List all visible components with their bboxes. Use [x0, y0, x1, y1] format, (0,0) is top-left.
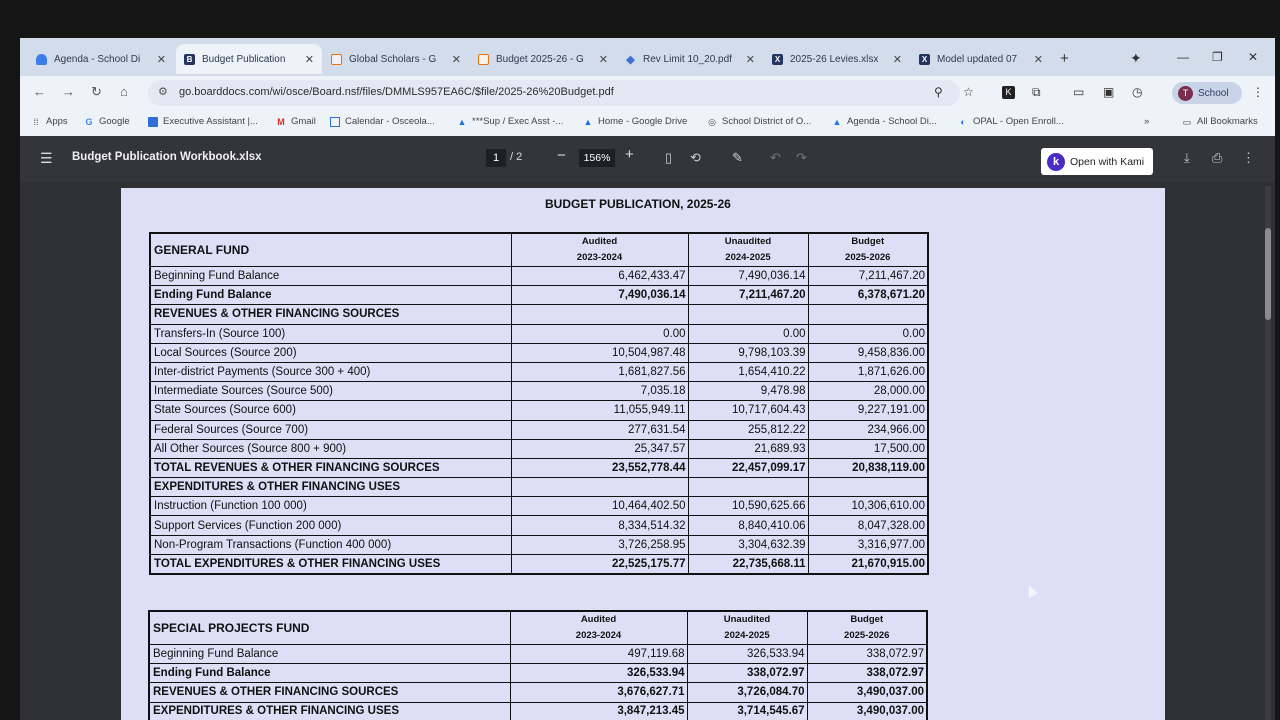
overflow-label: » — [1144, 116, 1150, 127]
page-total: / 2 — [510, 151, 523, 163]
column-year: 2023-2024 — [575, 630, 622, 641]
bookmark-google[interactable] — [84, 116, 130, 127]
row-label: REVENUES & OTHER FINANCING SOURCES — [150, 305, 511, 324]
table-row — [150, 305, 928, 324]
row-label: Transfers-In (Source 100) — [150, 324, 511, 343]
column-header — [687, 611, 807, 645]
bookmark-sup-exec[interactable] — [457, 116, 563, 127]
column-header — [510, 611, 687, 645]
row-value: 3,490,037.00 — [807, 683, 927, 702]
row-value: 9,478.98 — [688, 382, 808, 401]
row-label: All Other Sources (Source 800 + 900) — [150, 439, 511, 458]
row-value: 10,464,402.50 — [511, 497, 688, 516]
table-header-row — [150, 233, 928, 267]
row-value: 17,500.00 — [808, 439, 928, 458]
browser-toolbar — [20, 76, 1275, 110]
row-value: 21,689.93 — [688, 439, 808, 458]
google-slides-icon — [331, 54, 342, 65]
close-tab-icon[interactable]: ✕ — [598, 53, 608, 66]
document-heading: BUDGET PUBLICATION, 2025-26 — [545, 197, 731, 211]
folder-icon: ▭ — [1182, 116, 1192, 127]
row-label: Local Sources (Source 200) — [150, 343, 511, 362]
tab-title: Global Scholars - G — [349, 53, 437, 65]
row-value: 3,847,213.45 — [510, 702, 687, 720]
fund-title: GENERAL FUND — [150, 233, 511, 267]
column-status: Budget — [850, 614, 884, 625]
fund-title: SPECIAL PROJECTS FUND — [149, 611, 510, 645]
bookmark-label: Google — [99, 116, 130, 127]
row-value: 6,378,671.20 — [808, 286, 928, 305]
row-label: Instruction (Function 100 000) — [150, 497, 511, 516]
google-drive-icon — [36, 54, 47, 65]
table-row — [150, 497, 928, 516]
row-value — [808, 478, 928, 497]
address-bar[interactable] — [148, 80, 960, 106]
row-value — [511, 478, 688, 497]
table-row — [150, 535, 928, 554]
annotate-icon[interactable]: ✎ — [732, 150, 743, 165]
bookmark-label: School District of O... — [722, 116, 812, 127]
column-header — [511, 233, 688, 267]
bookmark-star-icon[interactable]: ☆ — [963, 85, 974, 99]
table-row — [150, 420, 928, 439]
bookmark-calendar[interactable] — [330, 116, 435, 127]
row-value: 3,714,545.67 — [687, 702, 807, 720]
sparkle-icon[interactable]: ✦ — [1130, 50, 1142, 66]
row-value: 326,533.94 — [510, 664, 687, 683]
column-year: 2023-2024 — [576, 252, 623, 263]
column-header — [808, 233, 928, 267]
row-value: 10,590,625.66 — [688, 497, 808, 516]
table-row — [150, 439, 928, 458]
row-value: 3,726,258.95 — [511, 535, 688, 554]
spreadsheet-icon: X — [919, 54, 930, 65]
row-label: State Sources (Source 600) — [150, 401, 511, 420]
column-header — [688, 233, 808, 267]
row-label: Beginning Fund Balance — [150, 267, 511, 286]
google-icon: G — [85, 116, 93, 127]
bookmark-opal[interactable] — [958, 116, 1064, 127]
column-year: 2025-2026 — [844, 630, 890, 641]
row-value — [688, 478, 808, 497]
pdf-viewport[interactable] — [20, 182, 1275, 720]
close-tab-icon[interactable]: ✕ — [1033, 53, 1043, 66]
tab-budget-publication[interactable] — [176, 44, 322, 74]
profile-label: School — [1198, 87, 1229, 99]
table-row — [150, 362, 928, 381]
back-icon[interactable]: ← — [33, 84, 46, 99]
row-label: Beginning Fund Balance — [149, 645, 510, 664]
general-fund-table — [149, 232, 929, 575]
tab-title: Agenda - School Di — [54, 53, 141, 65]
tab-rev-limit[interactable] — [617, 44, 763, 74]
row-value: 7,211,467.20 — [688, 286, 808, 305]
column-year: 2024-2025 — [725, 252, 771, 263]
row-value: 7,211,467.20 — [808, 267, 928, 286]
row-label: Inter-district Payments (Source 300 + 400) — [150, 362, 511, 381]
row-value: 3,490,037.00 — [807, 702, 927, 720]
google-slides-icon — [478, 54, 489, 65]
row-label: Support Services (Function 200 000) — [150, 516, 511, 535]
tab-strip — [20, 38, 1275, 76]
google-drive-icon: ▲ — [457, 116, 467, 127]
row-value: 1,681,827.56 — [511, 362, 688, 381]
zoom-in-icon[interactable]: + — [625, 146, 634, 163]
calendar-icon — [330, 117, 340, 127]
page-number-input[interactable]: 1 — [486, 149, 506, 167]
close-tab-icon[interactable]: ✕ — [156, 53, 166, 66]
row-value: 497,119.68 — [510, 645, 687, 664]
row-label: Intermediate Sources (Source 500) — [150, 382, 511, 401]
minimize-icon[interactable]: — — [1177, 50, 1189, 64]
row-value: 0.00 — [808, 324, 928, 343]
pdf-toolbar — [20, 136, 1275, 182]
google-drive-icon: ▲ — [832, 116, 842, 127]
bookmark-label: Apps — [46, 116, 68, 127]
restore-icon[interactable]: ❐ — [1212, 50, 1223, 64]
cast-icon[interactable]: ▭ — [1073, 85, 1085, 99]
table-row — [150, 382, 928, 401]
rotate-icon[interactable]: ⟲ — [690, 150, 701, 165]
forward-icon[interactable]: → — [62, 84, 75, 99]
kami-logo-icon: k — [1047, 153, 1065, 171]
column-status: Budget — [851, 236, 885, 247]
column-status: Unaudited — [724, 236, 772, 247]
row-value: 22,457,099.17 — [688, 458, 808, 477]
row-value: 22,525,175.77 — [511, 554, 688, 573]
table-row — [150, 324, 928, 343]
tab-title: 2025-26 Levies.xlsx — [790, 53, 879, 65]
row-value: 3,304,632.39 — [688, 535, 808, 554]
column-year: 2025-2026 — [845, 252, 891, 263]
new-tab-icon[interactable]: + — [1060, 50, 1069, 67]
tab-model-updated[interactable] — [911, 44, 1051, 74]
row-label: EXPENDITURES & OTHER FINANCING USES — [149, 702, 510, 720]
column-year: 2024-2025 — [724, 630, 770, 641]
zoom-level-input[interactable]: 156% — [579, 149, 615, 167]
row-value: 338,072.97 — [687, 664, 807, 683]
row-label: TOTAL REVENUES & OTHER FINANCING SOURCES — [150, 458, 511, 477]
column-header — [807, 611, 927, 645]
close-window-icon[interactable]: ✕ — [1248, 50, 1259, 64]
spreadsheet-icon: X — [772, 54, 783, 65]
row-value: 28,000.00 — [808, 382, 928, 401]
bookmark-executive-assistant[interactable] — [148, 116, 258, 127]
table-row — [150, 343, 928, 362]
row-value: 1,654,410.22 — [688, 362, 808, 381]
fit-page-icon[interactable]: ▯ — [665, 150, 673, 165]
row-value: 3,676,627.71 — [510, 683, 687, 702]
tab-global-scholars[interactable] — [323, 44, 469, 74]
pdf-title: Budget Publication Workbook.xlsx — [72, 151, 262, 163]
row-value: 338,072.97 — [807, 664, 927, 683]
row-value: 3,316,977.00 — [808, 535, 928, 554]
bookmark-label: ***Sup / Exec Asst -... — [472, 116, 564, 127]
zoom-out-icon[interactable]: − — [557, 147, 566, 164]
redo-icon[interactable]: ↷ — [796, 150, 807, 165]
table-header-row — [149, 611, 927, 645]
reload-icon[interactable]: ↻ — [91, 84, 102, 99]
google-drive-icon: ▲ — [583, 116, 593, 127]
hamburger-menu-icon[interactable]: ☰ — [40, 150, 53, 166]
row-value: 20,838,119.00 — [808, 458, 928, 477]
bookmark-agenda[interactable] — [832, 116, 937, 127]
bookmark-gmail[interactable] — [276, 116, 316, 127]
bookmark-apps[interactable] — [31, 116, 68, 127]
tab-title: Budget 2025-26 - G — [496, 53, 584, 65]
row-value: 21,670,915.00 — [808, 554, 928, 573]
browser-window — [20, 38, 1275, 720]
undo-icon[interactable]: ↶ — [770, 150, 781, 165]
row-value: 9,798,103.39 — [688, 343, 808, 362]
avatar: T — [1178, 86, 1193, 101]
table-row — [150, 458, 928, 477]
url-text: go.boarddocs.com/wi/osce/Board.nsf/files/DMMLS957EA6C/$file/2025-26%20Budget.pdf — [179, 86, 614, 98]
row-label: TOTAL EXPENDITURES & OTHER FINANCING USES — [150, 554, 511, 573]
table-row — [150, 554, 928, 573]
row-label: Non-Program Transactions (Function 400 000) — [150, 535, 511, 554]
tab-title: Rev Limit 10_20.pdf — [643, 53, 732, 65]
table-row — [149, 683, 927, 702]
pdf-page — [121, 188, 1165, 720]
row-label: Ending Fund Balance — [150, 286, 511, 305]
table-row — [150, 516, 928, 535]
table-row — [150, 286, 928, 305]
row-value: 7,035.18 — [511, 382, 688, 401]
table-row — [150, 267, 928, 286]
menu-kebab-icon[interactable]: ⋮ — [1252, 85, 1264, 99]
bookmark-label: Home - Google Drive — [598, 116, 688, 127]
tab-agenda[interactable] — [28, 44, 174, 74]
tab-title: Budget Publication — [202, 53, 286, 65]
row-value: 6,462,433.47 — [511, 267, 688, 286]
tab-levies[interactable] — [764, 44, 910, 74]
all-bookmarks-label: All Bookmarks — [1197, 116, 1258, 127]
row-value: 0.00 — [688, 324, 808, 343]
more-actions-icon[interactable]: ⋮ — [1242, 150, 1255, 165]
row-value: 0.00 — [511, 324, 688, 343]
bookmark-label: OPAL - Open Enroll... — [973, 116, 1064, 127]
table-row — [149, 702, 927, 720]
row-value: 7,490,036.14 — [688, 267, 808, 286]
close-tab-icon[interactable]: ✕ — [451, 53, 461, 66]
kami-button-label: Open with Kami — [1070, 155, 1145, 168]
zoom-icon[interactable]: ⚲ — [934, 85, 943, 99]
row-value: 25,347.57 — [511, 439, 688, 458]
row-label: Ending Fund Balance — [149, 664, 510, 683]
bookmark-google-drive[interactable] — [583, 116, 687, 127]
row-value: 234,966.00 — [808, 420, 928, 439]
row-value: 11,055,949.11 — [511, 401, 688, 420]
bookmarks-overflow[interactable] — [1144, 116, 1149, 127]
row-value: 8,334,514.32 — [511, 516, 688, 535]
row-value: 277,631.54 — [511, 420, 688, 439]
special-projects-fund-table — [148, 610, 928, 720]
bookmarks-bar — [20, 110, 1275, 136]
row-label: REVENUES & OTHER FINANCING SOURCES — [149, 683, 510, 702]
profile-button[interactable] — [1172, 82, 1242, 104]
all-bookmarks[interactable] — [1182, 116, 1258, 127]
row-label: Federal Sources (Source 700) — [150, 420, 511, 439]
row-value: 10,306,610.00 — [808, 497, 928, 516]
row-value: 8,047,328.00 — [808, 516, 928, 535]
extensions-icon[interactable]: ⧉ — [1032, 85, 1041, 99]
bookmark-label: Executive Assistant |... — [163, 116, 258, 127]
row-value — [511, 305, 688, 324]
row-value: 8,840,410.06 — [688, 516, 808, 535]
globe-icon: ◎ — [708, 116, 716, 127]
boarddocs-icon: B — [184, 54, 195, 65]
bookmark-label: Gmail — [291, 116, 316, 127]
row-value — [808, 305, 928, 324]
site-info-icon[interactable]: ⚙ — [158, 86, 168, 98]
bookmark-label: Calendar - Osceola... — [345, 116, 435, 127]
kami-extension-icon[interactable]: K — [1002, 86, 1015, 99]
screenshot-icon[interactable]: ▣ — [1103, 85, 1115, 99]
row-label: EXPENDITURES & OTHER FINANCING USES — [150, 478, 511, 497]
row-value: 3,726,084.70 — [687, 683, 807, 702]
history-icon[interactable]: ◷ — [1132, 85, 1143, 99]
open-with-kami-button[interactable] — [1041, 148, 1153, 175]
table-row — [150, 401, 928, 420]
close-tab-icon[interactable]: ✕ — [892, 53, 902, 66]
bookmark-school-district[interactable] — [707, 116, 811, 127]
row-value: 23,552,778.44 — [511, 458, 688, 477]
tab-budget-2025-26[interactable] — [470, 44, 616, 74]
row-value: 1,871,626.00 — [808, 362, 928, 381]
opal-icon: ◐ — [960, 116, 966, 127]
document-icon — [148, 117, 158, 127]
row-value: 338,072.97 — [807, 645, 927, 664]
row-value: 9,227,191.00 — [808, 401, 928, 420]
close-tab-icon[interactable]: ✕ — [745, 53, 755, 66]
column-status: Unaudited — [723, 614, 771, 625]
row-value: 22,735,668.11 — [688, 554, 808, 573]
tab-title: Model updated 07 — [937, 53, 1018, 65]
table-row — [149, 664, 927, 683]
apps-grid-icon: ⁞⁞ — [33, 116, 39, 127]
home-icon[interactable]: ⌂ — [120, 84, 128, 99]
close-tab-icon[interactable]: ✕ — [304, 53, 314, 66]
bookmark-label: Agenda - School Di... — [847, 116, 937, 127]
row-value: 7,490,036.14 — [511, 286, 688, 305]
row-value — [688, 305, 808, 324]
row-value: 255,812.22 — [688, 420, 808, 439]
table-row — [150, 478, 928, 497]
column-status: Audited — [581, 236, 618, 247]
row-value: 9,458,836.00 — [808, 343, 928, 362]
kami-icon: ◆ — [626, 53, 635, 66]
row-value: 10,504,987.48 — [511, 343, 688, 362]
column-status: Audited — [580, 614, 617, 625]
gmail-icon: M — [277, 116, 285, 127]
print-icon[interactable]: ⎙ — [1212, 150, 1223, 165]
table-row — [149, 645, 927, 664]
row-value: 10,717,604.43 — [688, 401, 808, 420]
row-value: 326,533.94 — [687, 645, 807, 664]
download-icon[interactable]: ⤓ — [1184, 150, 1190, 165]
scrollbar-thumb[interactable] — [1265, 228, 1271, 320]
